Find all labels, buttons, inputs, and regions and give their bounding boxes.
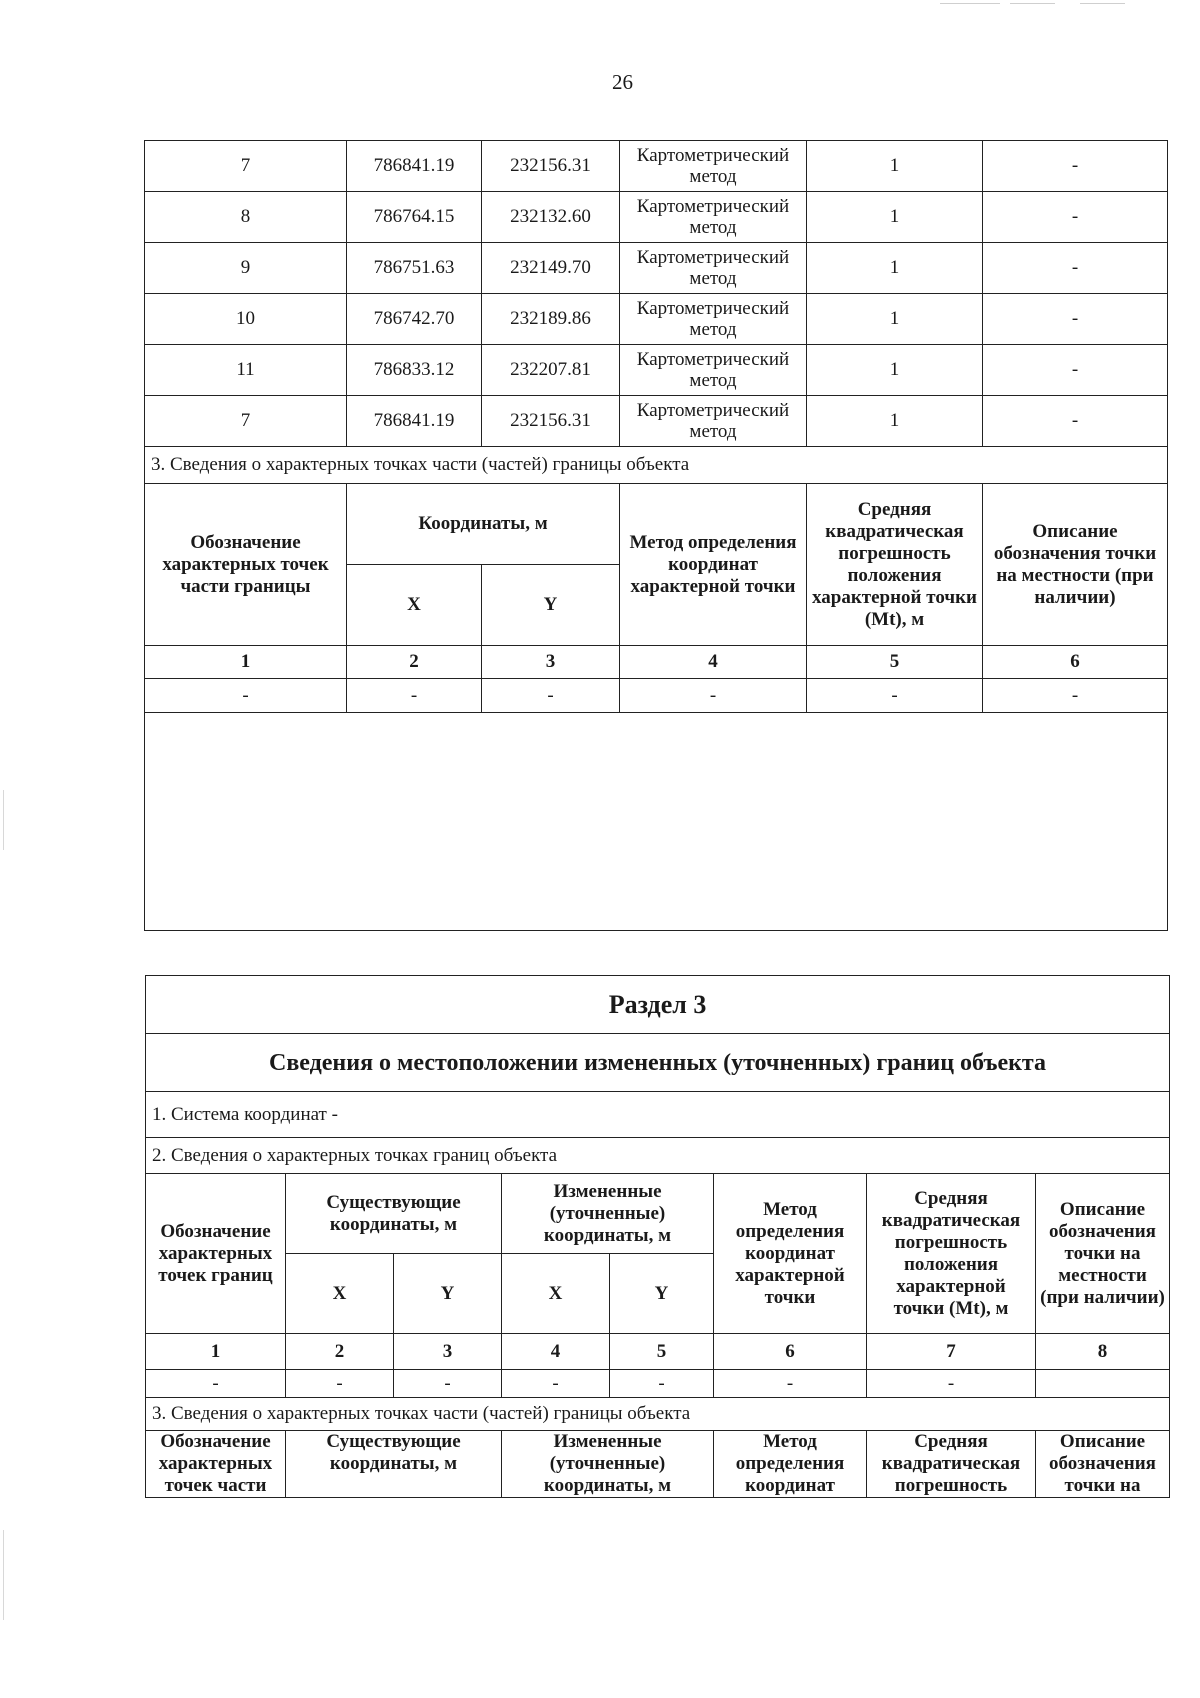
column-numbers-row: [145, 646, 1168, 679]
header-x: X: [502, 1254, 610, 1334]
section3-title: 3. Сведения о характерных точках части (частей) границы объекта: [146, 1398, 1170, 1431]
point-number: 7: [145, 396, 347, 447]
col-number: 1: [146, 1334, 286, 1370]
empty-cell: -: [347, 679, 482, 713]
mt-value: 1: [807, 396, 983, 447]
point-number: 9: [145, 243, 347, 294]
header-coords: Координаты, м: [347, 484, 620, 565]
col-number: 2: [347, 646, 482, 679]
header-designation: Обозначение характерных точек границ: [146, 1174, 286, 1334]
column-numbers-row: [146, 1334, 1170, 1370]
empty-cell: -: [502, 1370, 610, 1398]
y-coordinate: 232132.60: [482, 192, 620, 243]
mt-value: 1: [807, 345, 983, 396]
empty-cell: -: [286, 1370, 394, 1398]
col-number: 6: [983, 646, 1168, 679]
empty-cell: -: [867, 1370, 1036, 1398]
coord-system: 1. Система координат -: [146, 1092, 1170, 1138]
mt-value: 1: [807, 192, 983, 243]
scan-edge-mark: [3, 1530, 4, 1620]
blank-area: [145, 713, 1168, 931]
empty-cell: -: [146, 1370, 286, 1398]
col-number: 8: [1036, 1334, 1170, 1370]
x-coordinate: 786742.70: [347, 294, 482, 345]
col-number: 1: [145, 646, 347, 679]
col-number: 3: [482, 646, 620, 679]
partial-header-mt: Средняя квадратическая погрешность: [867, 1431, 1036, 1498]
description: -: [983, 345, 1168, 396]
partial-header-existing: Существующие координаты, м: [286, 1431, 502, 1498]
method: Картометрический метод: [620, 192, 807, 243]
header-y: Y: [610, 1254, 714, 1334]
x-coordinate: 786751.63: [347, 243, 482, 294]
empty-data-row: [146, 1370, 1170, 1398]
header-designation: Обозначение характерных точек части границы: [145, 484, 347, 646]
col-number: 4: [620, 646, 807, 679]
coord-system-row: [146, 1092, 1170, 1138]
x-coordinate: 786841.19: [347, 396, 482, 447]
point-number: 8: [145, 192, 347, 243]
method: Картометрический метод: [620, 243, 807, 294]
mt-value: 1: [807, 294, 983, 345]
header-desc: Описание обозначения точки на местности (при наличии): [983, 484, 1168, 646]
y-coordinate: 232149.70: [482, 243, 620, 294]
empty-data-row: [145, 679, 1168, 713]
section3-title-row: [145, 447, 1168, 484]
razdel-title: Раздел 3: [146, 976, 1170, 1034]
x-coordinate: 786841.19: [347, 141, 482, 192]
empty-cell: -: [983, 679, 1168, 713]
y-coordinate: 232207.81: [482, 345, 620, 396]
y-coordinate: 232156.31: [482, 396, 620, 447]
empty-cell: -: [610, 1370, 714, 1398]
table-row: [145, 141, 1168, 192]
partial-header-designation: Обозначение характерных точек части: [146, 1431, 286, 1498]
method: Картометрический метод: [620, 294, 807, 345]
description: -: [983, 192, 1168, 243]
section2-title: 2. Сведения о характерных точках границ объекта: [146, 1138, 1170, 1174]
section3-title-row: [146, 1398, 1170, 1431]
header-row: [145, 484, 1168, 565]
table-row: [145, 243, 1168, 294]
boundary-points-table: [144, 140, 1168, 931]
header-existing: Существующие координаты, м: [286, 1174, 502, 1254]
table-row: [145, 294, 1168, 345]
boundary-points-rows: [145, 141, 1168, 447]
scan-edge-mark: [3, 790, 4, 850]
header-x: X: [286, 1254, 394, 1334]
col-number: 5: [807, 646, 983, 679]
razdel-subtitle-row: [146, 1034, 1170, 1092]
empty-cell: -: [807, 679, 983, 713]
x-coordinate: 786764.15: [347, 192, 482, 243]
header-method: Метод определения координат характерной точки: [620, 484, 807, 646]
header-method: Метод определения координат характерной точки: [714, 1174, 867, 1334]
point-number: 11: [145, 345, 347, 396]
description: -: [983, 243, 1168, 294]
y-coordinate: 232156.31: [482, 141, 620, 192]
blank-area-row: [145, 713, 1168, 931]
mt-value: 1: [807, 243, 983, 294]
scan-artifact-line: [1010, 3, 1055, 4]
partial-header-row: [146, 1431, 1170, 1498]
section-title: Сведения о местоположении измененных (уточненных) границ объекта: [146, 1034, 1170, 1092]
header-y: Y: [482, 565, 620, 646]
empty-cell: -: [620, 679, 807, 713]
table-row: [145, 192, 1168, 243]
header-mt: Средняя квадратическая погрешность положения характерной точки (Mt), м: [807, 484, 983, 646]
point-number: 7: [145, 141, 347, 192]
y-coordinate: 232189.86: [482, 294, 620, 345]
empty-cell: -: [145, 679, 347, 713]
col-number: 2: [286, 1334, 394, 1370]
scan-artifact-line: [940, 3, 1000, 4]
col-number: 7: [867, 1334, 1036, 1370]
empty-cell: -: [482, 679, 620, 713]
partial-header-method: Метод определения координат: [714, 1431, 867, 1498]
method: Картометрический метод: [620, 141, 807, 192]
razdel-row: [146, 976, 1170, 1034]
empty-cell: -: [714, 1370, 867, 1398]
col-number: 5: [610, 1334, 714, 1370]
point-number: 10: [145, 294, 347, 345]
header-y: Y: [394, 1254, 502, 1334]
header-desc: Описание обозначения точки на местности (при наличии): [1036, 1174, 1170, 1334]
col-number: 6: [714, 1334, 867, 1370]
header-mt: Средняя квадратическая погрешность положения характерной точки (Mt), м: [867, 1174, 1036, 1334]
section2-title-row: [146, 1138, 1170, 1174]
x-coordinate: 786833.12: [347, 345, 482, 396]
page-number: 26: [612, 70, 633, 94]
description: -: [983, 396, 1168, 447]
description: -: [983, 141, 1168, 192]
section3-title: 3. Сведения о характерных точках части (частей) границы объекта: [145, 447, 1168, 484]
header-x: X: [347, 565, 482, 646]
description: -: [983, 294, 1168, 345]
table-row: [145, 396, 1168, 447]
col-number: 4: [502, 1334, 610, 1370]
header-row: [146, 1174, 1170, 1254]
col-number: 3: [394, 1334, 502, 1370]
scan-artifact-line: [1080, 3, 1125, 4]
partial-header-desc: Описание обозначения точки на: [1036, 1431, 1170, 1498]
header-changed: Измененные (уточненные) координаты, м: [502, 1174, 714, 1254]
partial-header-changed: Измененные (уточненные) координаты, м: [502, 1431, 714, 1498]
method: Картометрический метод: [620, 396, 807, 447]
table-row: [145, 345, 1168, 396]
mt-value: 1: [807, 141, 983, 192]
method: Картометрический метод: [620, 345, 807, 396]
empty-cell: -: [394, 1370, 502, 1398]
section3-table: [145, 975, 1170, 1498]
empty-cell: [1036, 1370, 1170, 1398]
